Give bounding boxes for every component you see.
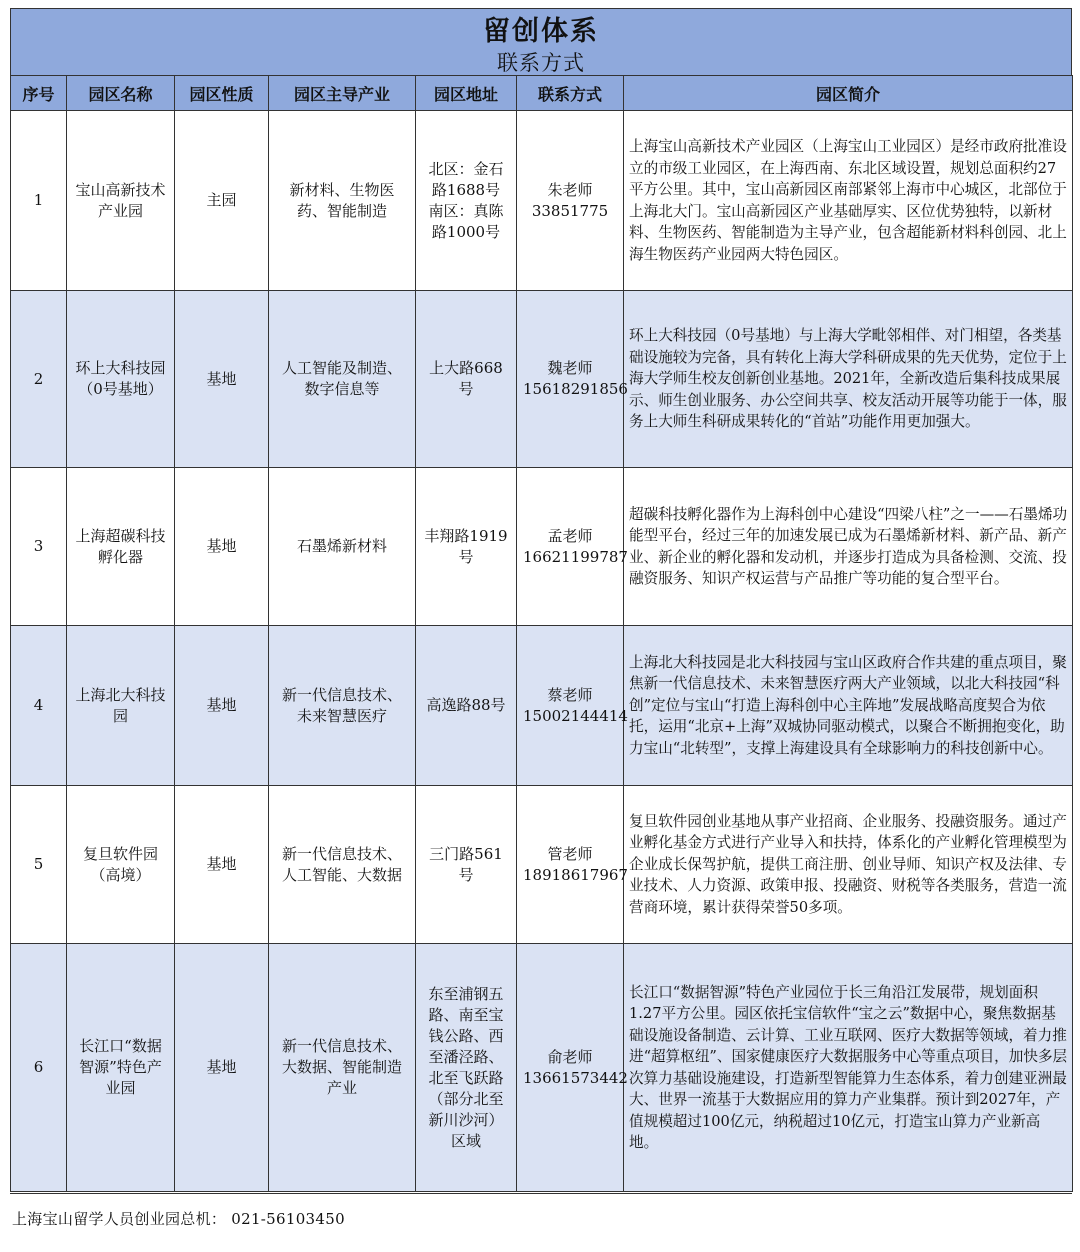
footer-label: 上海宝山留学人员创业园总机： [12,1210,227,1228]
cell-no: 5 [11,786,67,944]
cell-name: 复旦软件园（高境） [67,786,175,944]
cell-type: 基地 [175,626,269,786]
cell-address: 丰翔路1919号 [416,468,517,626]
contact-name: 魏老师 [547,359,593,377]
cell-intro: 环上大科技园（0号基地）与上海大学毗邻相伴、对门相望，各类基础设施较为完备，具有转化上海大学科研成果的先天优势，定位于上海大学师生校友创新创业基地。2021年，全新改造后集科技成果展示、师生创业服务、办公空间共享、校友活动开展等功能于一体，服务上大师生科研成果转化的“首站”功能作用更加强大。 [624,291,1073,468]
cell-name: 上海超碳科技孵化器 [67,468,175,626]
cell-type: 基地 [175,291,269,468]
cell-industry: 石墨烯新材料 [269,468,416,626]
cell-intro: 上海北大科技园是北大科技园与宝山区政府合作共建的重点项目，聚焦新一代信息技术、未来智慧医疗两大产业领域，以北大科技园“科创”定位与宝山“打造上海科创中心主阵地”发展战略高度契合为依托，运用“北京+上海”双城协同驱动模式，以聚合不断拥抱变化，助力宝山“北转型”，支撑上海建设具有全球影响力的科技创新中心。 [624,626,1073,786]
contact-phone: 13661573442 [523,1068,628,1087]
contact-phone: 16621199787 [523,547,628,566]
cell-type: 基地 [175,944,269,1192]
cell-no: 1 [11,111,67,291]
cell-name: 上海北大科技园 [67,626,175,786]
contact-name: 管老师 [547,844,593,863]
cell-intro: 超碳科技孵化器作为上海科创中心建设“四梁八柱”之一——石墨烯功能型平台，经过三年的加速发展已成为石墨烯新材料、新产品、新产业、新企业的孵化器和发动机，并逐步打造成为具备检测、交流、投融资服务、知识产权运营与产品推广等功能的复合型平台。 [624,468,1073,626]
contact-phone: 15618291856 [523,380,628,398]
cell-type: 基地 [175,468,269,626]
cell-industry: 人工智能及制造、数字信息等 [269,291,416,468]
contact-phone: 15002144414 [523,706,628,725]
col-header-address: 园区地址 [416,76,517,111]
table-row [11,111,1073,291]
table-row [11,786,1073,944]
cell-industry: 新一代信息技术、未来智慧医疗 [269,626,416,786]
contact-name: 俞老师 [547,1047,593,1066]
cell-contact [517,944,628,1192]
cell-no: 6 [11,944,67,1192]
contact-sheet [10,8,1072,1192]
table-row [11,291,1073,468]
page-subtitle: 联系方式 [497,51,585,75]
cell-industry: 新一代信息技术、人工智能、大数据 [269,786,416,944]
col-header-type: 园区性质 [175,76,269,111]
title-block [10,8,1072,75]
cell-address: 上大路668号 [416,291,517,468]
contact-phone: 33851775 [531,201,609,220]
cell-contact [517,111,624,291]
col-header-contact: 联系方式 [517,76,624,111]
col-header-no: 序号 [11,76,67,111]
cell-contact [517,626,628,786]
cell-name: 环上大科技园（0号基地） [67,291,175,468]
cell-intro: 长江口“数据智源”特色产业园位于长三角沿江发展带，规划面积1.27平方公里。园区依托宝信软件“宝之云”数据中心，聚焦数据基础设施设备制造、云计算、工业互联网、医疗大数据等领域，着力推进“超算枢纽”、国家健康医疗大数据服务中心等重点项目，加快多层次算力基础设施建设，打造新型智能算力生态体系，着力创建亚洲最大、世界一流基于大数据应用的算力产业集群。预计到2027年，产值规模超过100亿元，纳税超过10亿元，打造宝山算力产业新高地。 [624,944,1073,1192]
cell-contact [517,468,628,626]
page-title: 留创体系 [483,16,599,47]
footer-divider [10,1193,1072,1194]
col-header-name: 园区名称 [67,76,175,111]
cell-no: 4 [11,626,67,786]
table-header-row [11,76,1073,111]
cell-no: 3 [11,468,67,626]
parks-table [10,75,1073,1192]
cell-intro: 上海宝山高新技术产业园区（上海宝山工业园区）是经市政府批准设立的市级工业园区，在上海西南、东北区域设置，规划总面积约27平方公里。其中，宝山高新园区南部紧邻上海市中心城区，北部位于上海北大门。宝山高新园区产业基础厚实、区位优势独特，以新材料、生物医药、智能制造为主导产业，包含超能新材料科创园、北上海生物医药产业园两大特色园区。 [624,111,1073,291]
cell-name: 长江口“数据智源”特色产业园 [67,944,175,1192]
cell-address: 三门路561号 [416,786,517,944]
cell-contact [517,786,628,944]
contact-name: 朱老师 [547,180,593,199]
table-row [11,468,1073,626]
table-row [11,944,1073,1192]
cell-address: 高逸路88号 [416,626,517,786]
contact-phone: 18918617967 [523,865,628,884]
col-header-intro: 园区简介 [624,76,1073,111]
cell-type: 主园 [175,111,269,291]
cell-address: 东至浦钢五路、南至宝钱公路、西至潘泾路、北至飞跃路（部分北至新川沙河）区域 [416,944,517,1192]
table-row [11,626,1073,786]
cell-industry: 新一代信息技术、大数据、智能制造产业 [269,944,416,1192]
contact-name: 蔡老师 [547,685,593,704]
cell-address: 北区：金石路1688号 南区：真陈路1000号 [416,111,517,291]
cell-type: 基地 [175,786,269,944]
footer-hotline [12,1208,345,1229]
cell-intro: 复旦软件园创业基地从事产业招商、企业服务、投融资服务。通过产业孵化基金方式进行产业导入和扶持，体系化的产业孵化管理模型为企业成长保驾护航，提供工商注册、创业导师、知识产权及法律、专业技术、人力资源、政策申报、投融资、财税等各类服务，营造一流营商环境，累计获得荣誉50多项。 [624,786,1073,944]
cell-no: 2 [11,291,67,468]
cell-name: 宝山高新技术产业园 [67,111,175,291]
cell-industry: 新材料、生物医药、智能制造 [269,111,416,291]
contact-name: 孟老师 [547,526,593,545]
col-header-industry: 园区主导产业 [269,76,416,111]
cell-contact [517,291,628,468]
footer-phone: 021-56103450 [231,1210,345,1228]
